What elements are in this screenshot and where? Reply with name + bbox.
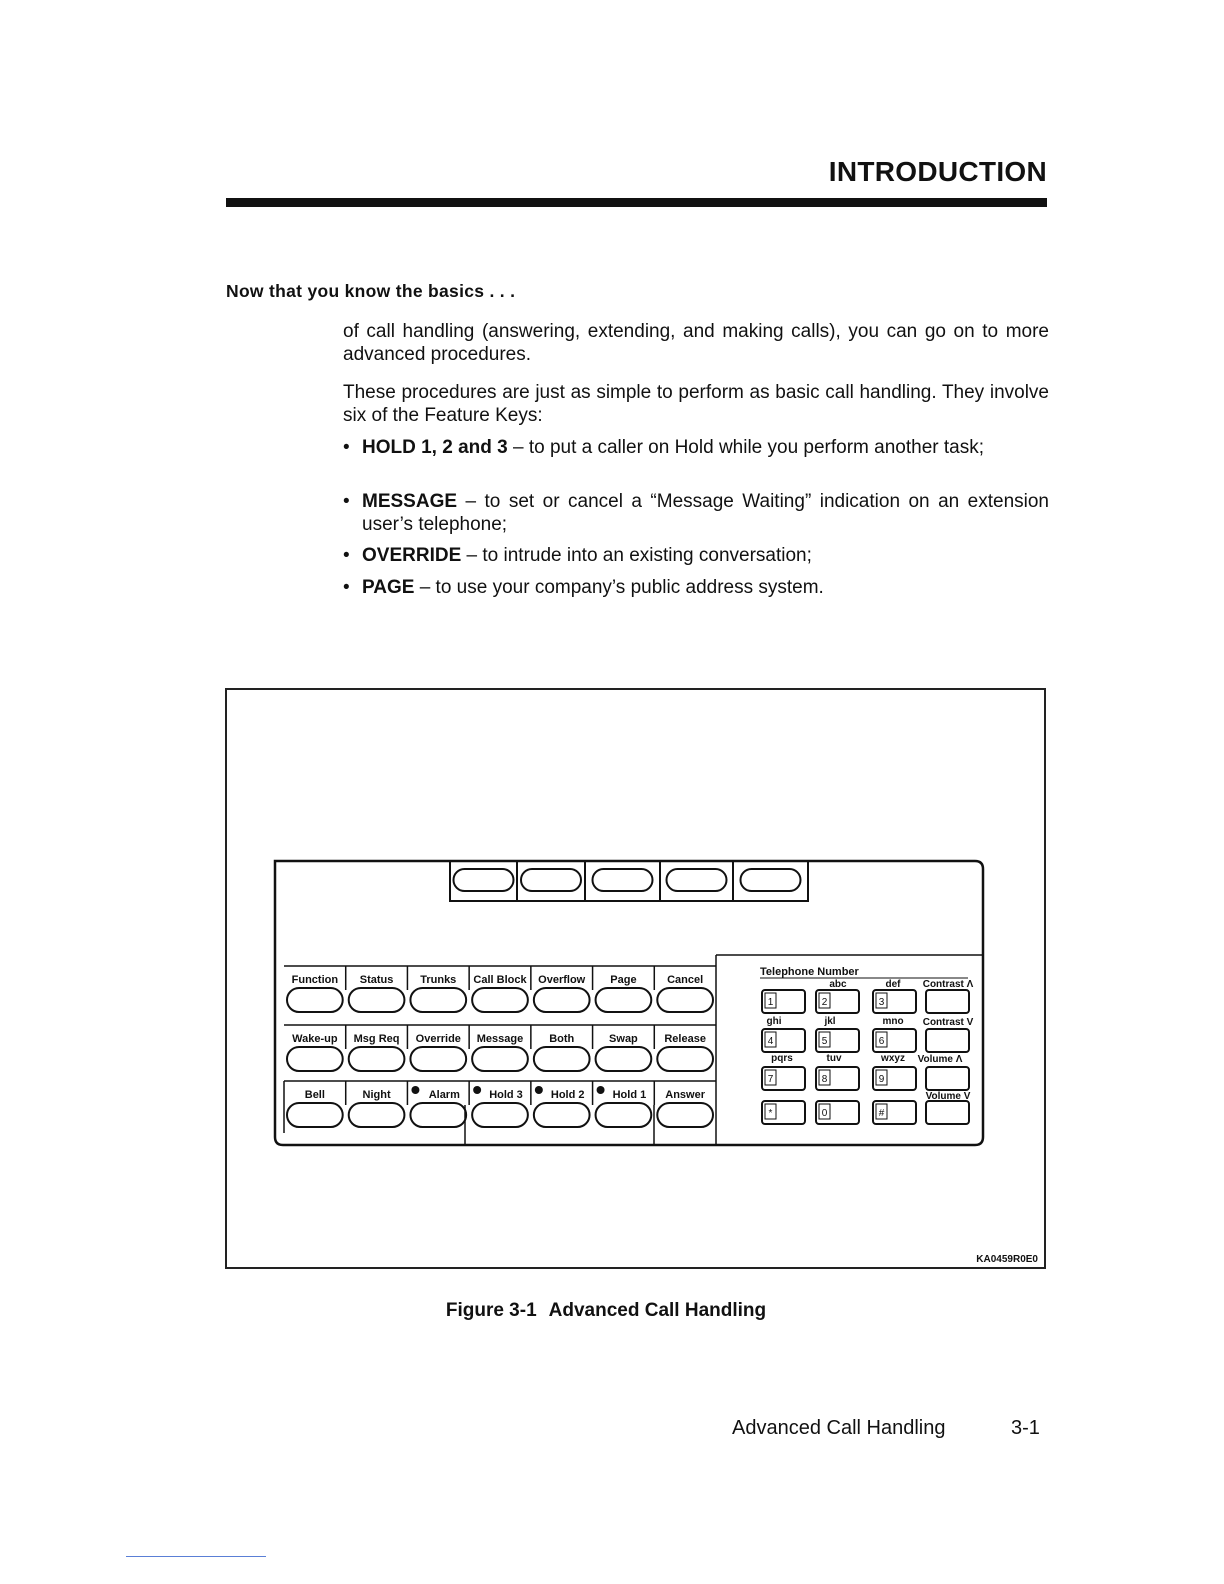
feature-key-label: Hold 2 xyxy=(550,1089,585,1101)
keypad-digit: 1 xyxy=(767,997,774,1008)
keypad-digit: # xyxy=(878,1108,885,1119)
feature-key-label: Function xyxy=(291,974,339,986)
keypad-digit: 2 xyxy=(821,997,828,1008)
bullet-page: • PAGE – to use your company’s public address system. xyxy=(343,577,824,598)
section-title: INTRODUCTION xyxy=(828,156,1047,187)
footer-title: Advanced Call Handling xyxy=(732,1417,946,1439)
keypad-digit: 4 xyxy=(767,1036,774,1047)
feature-led xyxy=(535,1086,543,1094)
feature-key-label: Overflow xyxy=(538,974,586,986)
keypad-digit: 7 xyxy=(767,1074,774,1085)
keypad-side-label: Volume Λ xyxy=(917,1054,963,1065)
keypad-letters: jkl xyxy=(824,1016,836,1027)
keypad-digit: 5 xyxy=(821,1036,828,1047)
feature-key-label: Wake-up xyxy=(292,1033,338,1045)
bullet-key: MESSAGE xyxy=(362,491,458,512)
feature-key-label: Swap xyxy=(609,1033,638,1045)
bullet-text: – to set or cancel a “Message Waiting” indication on an extension user’s telephone; xyxy=(362,491,1049,535)
keypad-letters: wxyz xyxy=(881,1053,905,1064)
feature-led xyxy=(473,1086,481,1094)
figure-caption xyxy=(0,1300,1224,1322)
keypad-digit: 6 xyxy=(878,1036,885,1047)
paragraph-1: of call handling (answering, extending, and making calls), you can go on to more advanced procedures. xyxy=(343,321,1049,365)
paragraph-2: These procedures are just as simple to perform as basic call handling. They involve six of the Feature Keys: xyxy=(343,382,1049,426)
bullet-hold: • HOLD 1, 2 and 3 – to put a caller on Hold while you perform another task; xyxy=(343,437,985,458)
keypad-digit: 9 xyxy=(878,1074,885,1085)
keypad-letters: tuv xyxy=(826,1053,842,1064)
feature-key-label: Msg Req xyxy=(353,1033,400,1045)
feature-key-label: Alarm xyxy=(428,1089,460,1101)
bullet-text: – to put a caller on Hold while you perform another task; xyxy=(507,437,985,458)
keypad-letters: pqrs xyxy=(771,1053,793,1064)
feature-key-label: Release xyxy=(664,1033,706,1045)
bullet-key: HOLD 1, 2 and 3 xyxy=(362,437,508,458)
feature-key-label: Answer xyxy=(665,1089,706,1101)
figure-code: KA0459R0E0 xyxy=(976,1254,1038,1265)
feature-key-label: Bell xyxy=(304,1089,325,1101)
feature-key-label: Status xyxy=(359,974,394,986)
feature-key-label: Night xyxy=(362,1089,391,1101)
keypad-letters: ghi xyxy=(766,1016,782,1027)
feature-key-label: Page xyxy=(610,974,637,986)
keypad-digit: 0 xyxy=(821,1108,828,1119)
keypad-title: Telephone Number xyxy=(760,966,859,978)
keypad-letters: abc xyxy=(829,979,847,990)
keypad-side-label: Contrast Λ xyxy=(922,979,974,990)
footer-page-number: 3-1 xyxy=(1011,1417,1040,1439)
feature-led xyxy=(597,1086,605,1094)
keypad-digit: 3 xyxy=(878,997,885,1008)
feature-key-label: Call Block xyxy=(473,974,527,986)
lead-heading: Now that you know the basics . . . xyxy=(226,281,516,301)
feature-key-label: Trunks xyxy=(420,974,457,986)
feature-key-label: Message xyxy=(476,1033,524,1045)
figure-title: Advanced Call Handling xyxy=(548,1300,767,1321)
keypad-letters: def xyxy=(885,979,901,990)
bullet-text: – to use your company’s public address system. xyxy=(414,577,824,598)
keypad-side-label: Contrast V xyxy=(922,1017,974,1028)
keypad-side-label: Volume V xyxy=(925,1091,971,1102)
keypad-letters: mno xyxy=(882,1016,904,1027)
feature-key-label: Cancel xyxy=(667,974,704,986)
bullet-override: • OVERRIDE – to intrude into an existing conversation; xyxy=(343,545,812,566)
feature-key-label: Hold 3 xyxy=(489,1089,523,1101)
keypad-digit: 8 xyxy=(821,1074,828,1085)
bullet-text: – to intrude into an existing conversation; xyxy=(461,545,812,566)
feature-key-label: Override xyxy=(415,1033,461,1045)
bullet-message: • MESSAGE – to set or cancel a “Message Waiting” indication on an extension user’s telephone; xyxy=(343,491,1049,535)
feature-led xyxy=(411,1086,419,1094)
bullet-key: OVERRIDE xyxy=(362,545,462,566)
footnote-rule xyxy=(126,1556,266,1557)
feature-key-label: Both xyxy=(549,1033,575,1045)
figure-number: Figure 3-1 xyxy=(445,1300,537,1321)
keypad-digit: * xyxy=(768,1108,773,1119)
feature-key-label: Hold 1 xyxy=(612,1089,647,1101)
bullet-key: PAGE xyxy=(362,577,415,598)
